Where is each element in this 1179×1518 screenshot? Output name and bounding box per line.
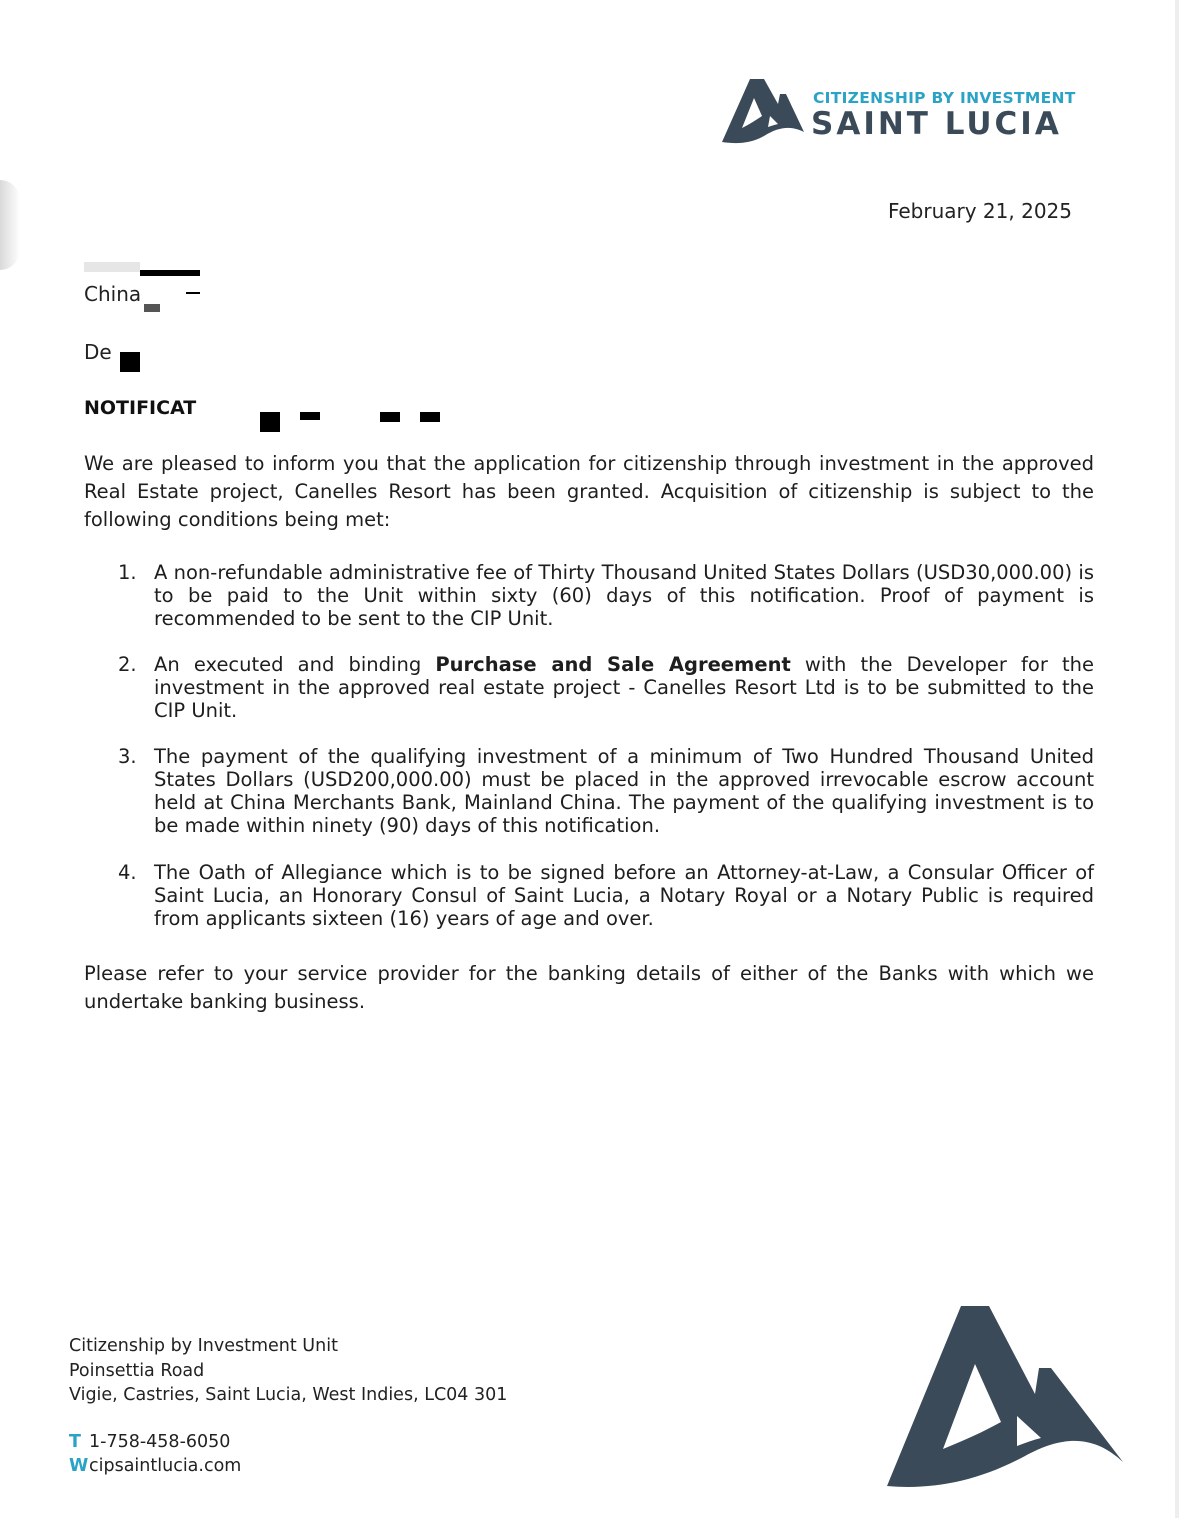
footer-unit: Citizenship by Investment Unit [69,1336,338,1356]
footer-web: cipsaintlucia.com [89,1456,242,1476]
footer-phone-row [69,1430,507,1455]
redaction-bar [140,270,200,276]
footer-phone: 1-758-458-6050 [89,1431,231,1452]
conditions-list-3 [115,745,1094,837]
condition-item [115,745,1094,837]
condition-item [115,653,1094,722]
redaction-bar [260,412,280,432]
conditions-list-2 [115,653,1094,722]
brand-logo-icon [720,76,810,146]
scan-edge-shadow [0,180,20,270]
footer-web-row [69,1454,507,1479]
condition-number: 1. [118,561,137,584]
phone-key: T [69,1431,81,1452]
redaction-bar [186,292,200,294]
salutation: De [84,340,112,364]
condition-text: A non-refundable administrative fee of Thirty Thousand United States Dollars (USD30,000.00) is to be paid to the Unit within sixty (60) days of this notification. Proof of payment is recommended to be sent to the CIP Unit. [154,561,1094,630]
condition-number: 2. [118,653,137,676]
brand-line-1: CITIZENSHIP BY INVESTMENT [813,89,1076,107]
condition-number: 4. [118,861,137,884]
footer-logo-icon [885,1304,1125,1489]
redaction-bar [300,412,320,420]
condition-text: The payment of the qualifying investment of a minimum of Two Hundred Thousand United States Dollars (USD200,000.00) must be placed in the approved irrevocable escrow account held at China Merchants Bank, Mainland China. The payment of the qualifying investment is to be made within ninety (90) days of this notification. [154,745,1094,837]
closing-paragraph: Please refer to your service provider for the banking details of either of the Banks with which we undertake banking business. [84,962,1094,1013]
redaction-bar [120,352,140,372]
redaction-bar [420,412,440,422]
letter-date: February 21, 2025 [887,199,1072,223]
address-country: China [84,282,142,306]
condition-text: An executed and binding [154,653,436,676]
header-logo [720,76,1080,146]
purchase-sale-agreement-text: Purchase and Sale Agreement [435,653,791,676]
redaction-bar [144,304,160,312]
condition-item [115,861,1094,930]
footer-city: Vigie, Castries, Saint Lucia, West Indies, LC04 301 [69,1385,508,1405]
condition-text-continued: with the Developer for the investment in the approved real estate project - Canelles Resort Ltd is to be submitted to the CIP Unit. [154,653,1094,722]
conditions-list-4 [115,861,1094,930]
web-key: W [69,1456,89,1476]
notification-heading: NOTIFICAT [84,397,197,419]
condition-number: 3. [118,745,137,768]
redaction-bar [380,412,400,422]
intro-paragraph: We are pleased to inform you that the application for citizenship through investment in the approved Real Estate project, Canelles Resort has been granted. Acquisition of citizenship is subject to the following conditions being met: [84,452,1094,531]
condition-item [115,561,1094,630]
footer-logo [885,1304,1125,1489]
footer-address [69,1334,507,1479]
footer-street: Poinsettia Road [69,1360,205,1381]
brand-line-2: SAINT LUCIA [811,106,1062,142]
condition-text: The Oath of Allegiance which is to be signed before an Attorney-at-Law, a Consular Officer of Saint Lucia, an Honorary Consul of Saint Lucia, a Notary Royal or a Notary Public is required from applicants sixteen (16) years of age and over. [154,861,1094,930]
scan-right-edge [1175,0,1179,1518]
redaction-bar [84,262,140,272]
